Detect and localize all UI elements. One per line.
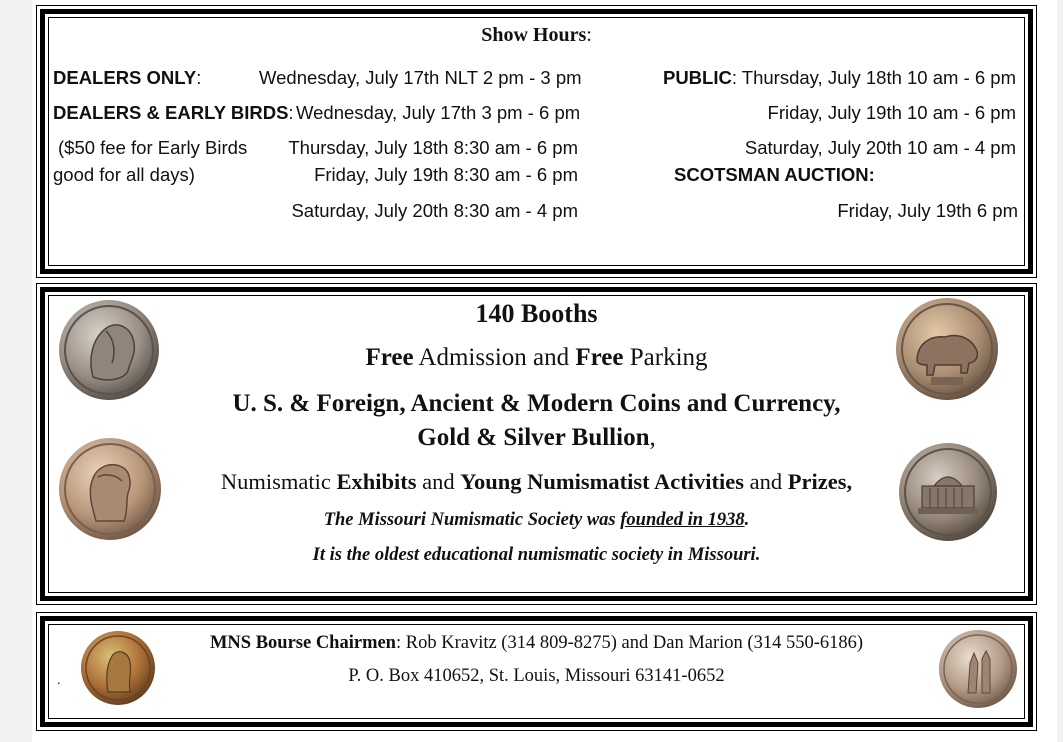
coins-currency-line: U. S. & Foreign, Ancient & Modern Coins and Currency, [232,390,841,417]
dealers-only-label: DEALERS ONLY: [53,67,202,88]
stray-dot: . [57,673,61,688]
dealers-early-time-4: Saturday, July 20th 8:30 am - 4 pm [291,200,578,221]
early-bird-note-1: ($50 fee for Early Birds [58,137,248,158]
booths-count: 140 Booths [475,299,598,328]
auction-time: Friday, July 19th 6 pm [837,200,1018,221]
auction-label: SCOTSMAN AUCTION: [674,164,875,185]
society-founded-line: The Missouri Numismatic Society was founded in 1938. [323,510,750,530]
show-hours-title: Show Hours: [481,24,592,46]
dealers-early-label: DEALERS & EARLY BIRDS: [53,102,294,123]
page-gutter-left [0,0,32,742]
mailing-address: P. O. Box 410652, St. Louis, Missouri 63141-0652 [348,666,725,686]
bourse-chairmen-line: MNS Bourse Chairmen: Rob Kravitz (314 809-8275) and Dan Marion (314 550-6186) [209,633,864,653]
public-hours-3: Saturday, July 20th 10 am - 4 pm [744,137,1016,158]
bullion-line: Gold & Silver Bullion, [417,424,656,451]
free-admission-line: Free Admission and Free Parking [365,344,708,371]
dealers-early-time-1: Wednesday, July 17th 3 pm - 6 pm [296,102,581,123]
exhibits-line: Numismatic Exhibits and Young Numismatist Activities and Prizes, [220,469,853,494]
public-hours-2: Friday, July 19th 10 am - 6 pm [767,102,1016,123]
dealers-early-time-3: Friday, July 19th 8:30 am - 6 pm [314,164,578,185]
oldest-society-line: It is the oldest educational numismatic society in Missouri. [312,545,761,565]
public-hours-1: PUBLIC: Thursday, July 18th 10 am - 6 pm [662,67,1016,88]
show-info-box [40,287,1033,601]
show-hours-box [40,9,1033,274]
contact-box [40,616,1033,727]
early-bird-note-2: good for all days) [53,164,195,185]
dealers-early-time-2: Thursday, July 18th 8:30 am - 6 pm [288,137,578,158]
page-gutter-right [1057,0,1063,742]
dealers-only-time: Wednesday, July 17th NLT 2 pm - 3 pm [259,67,582,88]
